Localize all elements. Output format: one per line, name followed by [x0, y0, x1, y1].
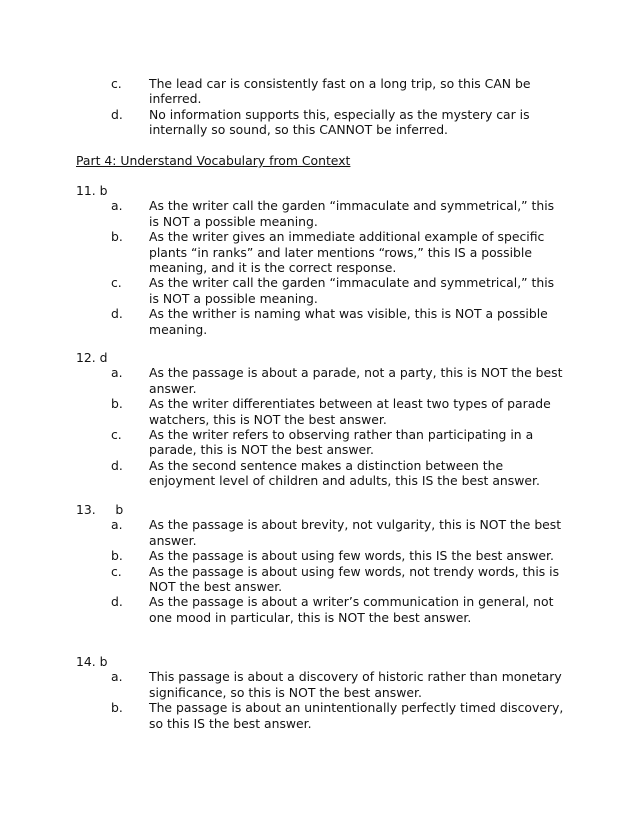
- option-text: No information supports this, especially as the mystery car is internally so sound, so this CANNOT be inferred.: [149, 106, 530, 138]
- option-text: As the passage is about a writer’s communication in general, not one mood in particular, this is NOT the best answer.: [149, 594, 554, 625]
- option-item: [76, 229, 565, 275]
- option-text: As the passage is about using few words, this IS the best answer.: [149, 548, 554, 564]
- option-item: [76, 396, 565, 427]
- option-letter: d.: [111, 457, 123, 473]
- option-text: As the writer gives an immediate additional example of specific plants “in ranks” and later mentions “rows,” this IS a possible meaning, and it is the correct response.: [149, 229, 545, 276]
- option-letter: a.: [111, 365, 123, 381]
- option-letter: c.: [111, 563, 122, 579]
- option-item: [76, 107, 565, 138]
- question-number: 13. b: [76, 502, 124, 517]
- option-item: [76, 548, 565, 563]
- option-item: [76, 198, 565, 229]
- question-13: [76, 502, 576, 625]
- option-text: The passage is about an unintentionally perfectly timed discovery, so this IS the best answer.: [149, 700, 564, 731]
- option-letter: c.: [111, 275, 122, 291]
- option-letter: a.: [111, 198, 123, 214]
- option-letter: b.: [111, 396, 123, 412]
- option-item: [76, 564, 565, 595]
- option-letter: c.: [111, 427, 122, 443]
- option-item: [76, 365, 565, 396]
- question-12: [76, 350, 576, 489]
- option-item: [76, 76, 565, 107]
- option-letter: a.: [111, 669, 123, 685]
- option-item: [76, 306, 565, 337]
- option-text: As the writher is naming what was visible, this is NOT a possible meaning.: [149, 306, 548, 337]
- option-text: As the writer call the garden “immaculate and symmetrical,” this is NOT a possible meaning.: [149, 275, 555, 306]
- question-number: 12. d: [76, 350, 108, 365]
- option-text: As the passage is about a parade, not a party, this is NOT the best answer.: [149, 365, 563, 396]
- option-text: As the passage is about brevity, not vulgarity, this is NOT the best answer.: [149, 517, 562, 548]
- option-text: The lead car is consistently fast on a long trip, so this CAN be inferred.: [149, 76, 531, 107]
- option-text: As the writer call the garden “immaculate and symmetrical,” this is NOT a possible meaning.: [149, 198, 555, 229]
- section-heading: Part 4: Understand Vocabulary from Context: [76, 153, 351, 168]
- question-number: 11. b: [76, 183, 108, 198]
- option-letter: b.: [111, 700, 123, 716]
- option-item: [76, 700, 565, 731]
- continued-options: [76, 76, 576, 138]
- option-item: [76, 458, 565, 489]
- option-text: As the writer differentiates between at least two types of parade watchers, this is NOT the best answer.: [149, 396, 551, 427]
- option-letter: d.: [111, 594, 123, 610]
- option-item: [76, 427, 565, 458]
- option-letter: d.: [111, 306, 123, 322]
- option-text: This passage is about a discovery of historic rather than monetary significance, so this is NOT the best answer.: [149, 669, 562, 700]
- question-14: [76, 654, 576, 731]
- option-letter: b.: [111, 229, 123, 245]
- option-letter: c.: [111, 76, 122, 91]
- option-letter: b.: [111, 548, 123, 564]
- option-item: [76, 275, 565, 306]
- option-item: [76, 594, 565, 625]
- option-letter: a.: [111, 517, 123, 533]
- option-text: As the passage is about using few words, not trendy words, this is NOT the best answer.: [149, 563, 560, 595]
- option-text: As the writer refers to observing rather than participating in a parade, this is NOT the best answer.: [149, 427, 534, 458]
- option-text: As the second sentence makes a distinction between the enjoyment level of children and adults, this IS the best answer.: [149, 457, 540, 489]
- option-item: [76, 517, 565, 548]
- option-letter: d.: [111, 106, 123, 122]
- option-item: [76, 669, 565, 700]
- question-number: 14. b: [76, 654, 108, 669]
- question-11: [76, 183, 576, 337]
